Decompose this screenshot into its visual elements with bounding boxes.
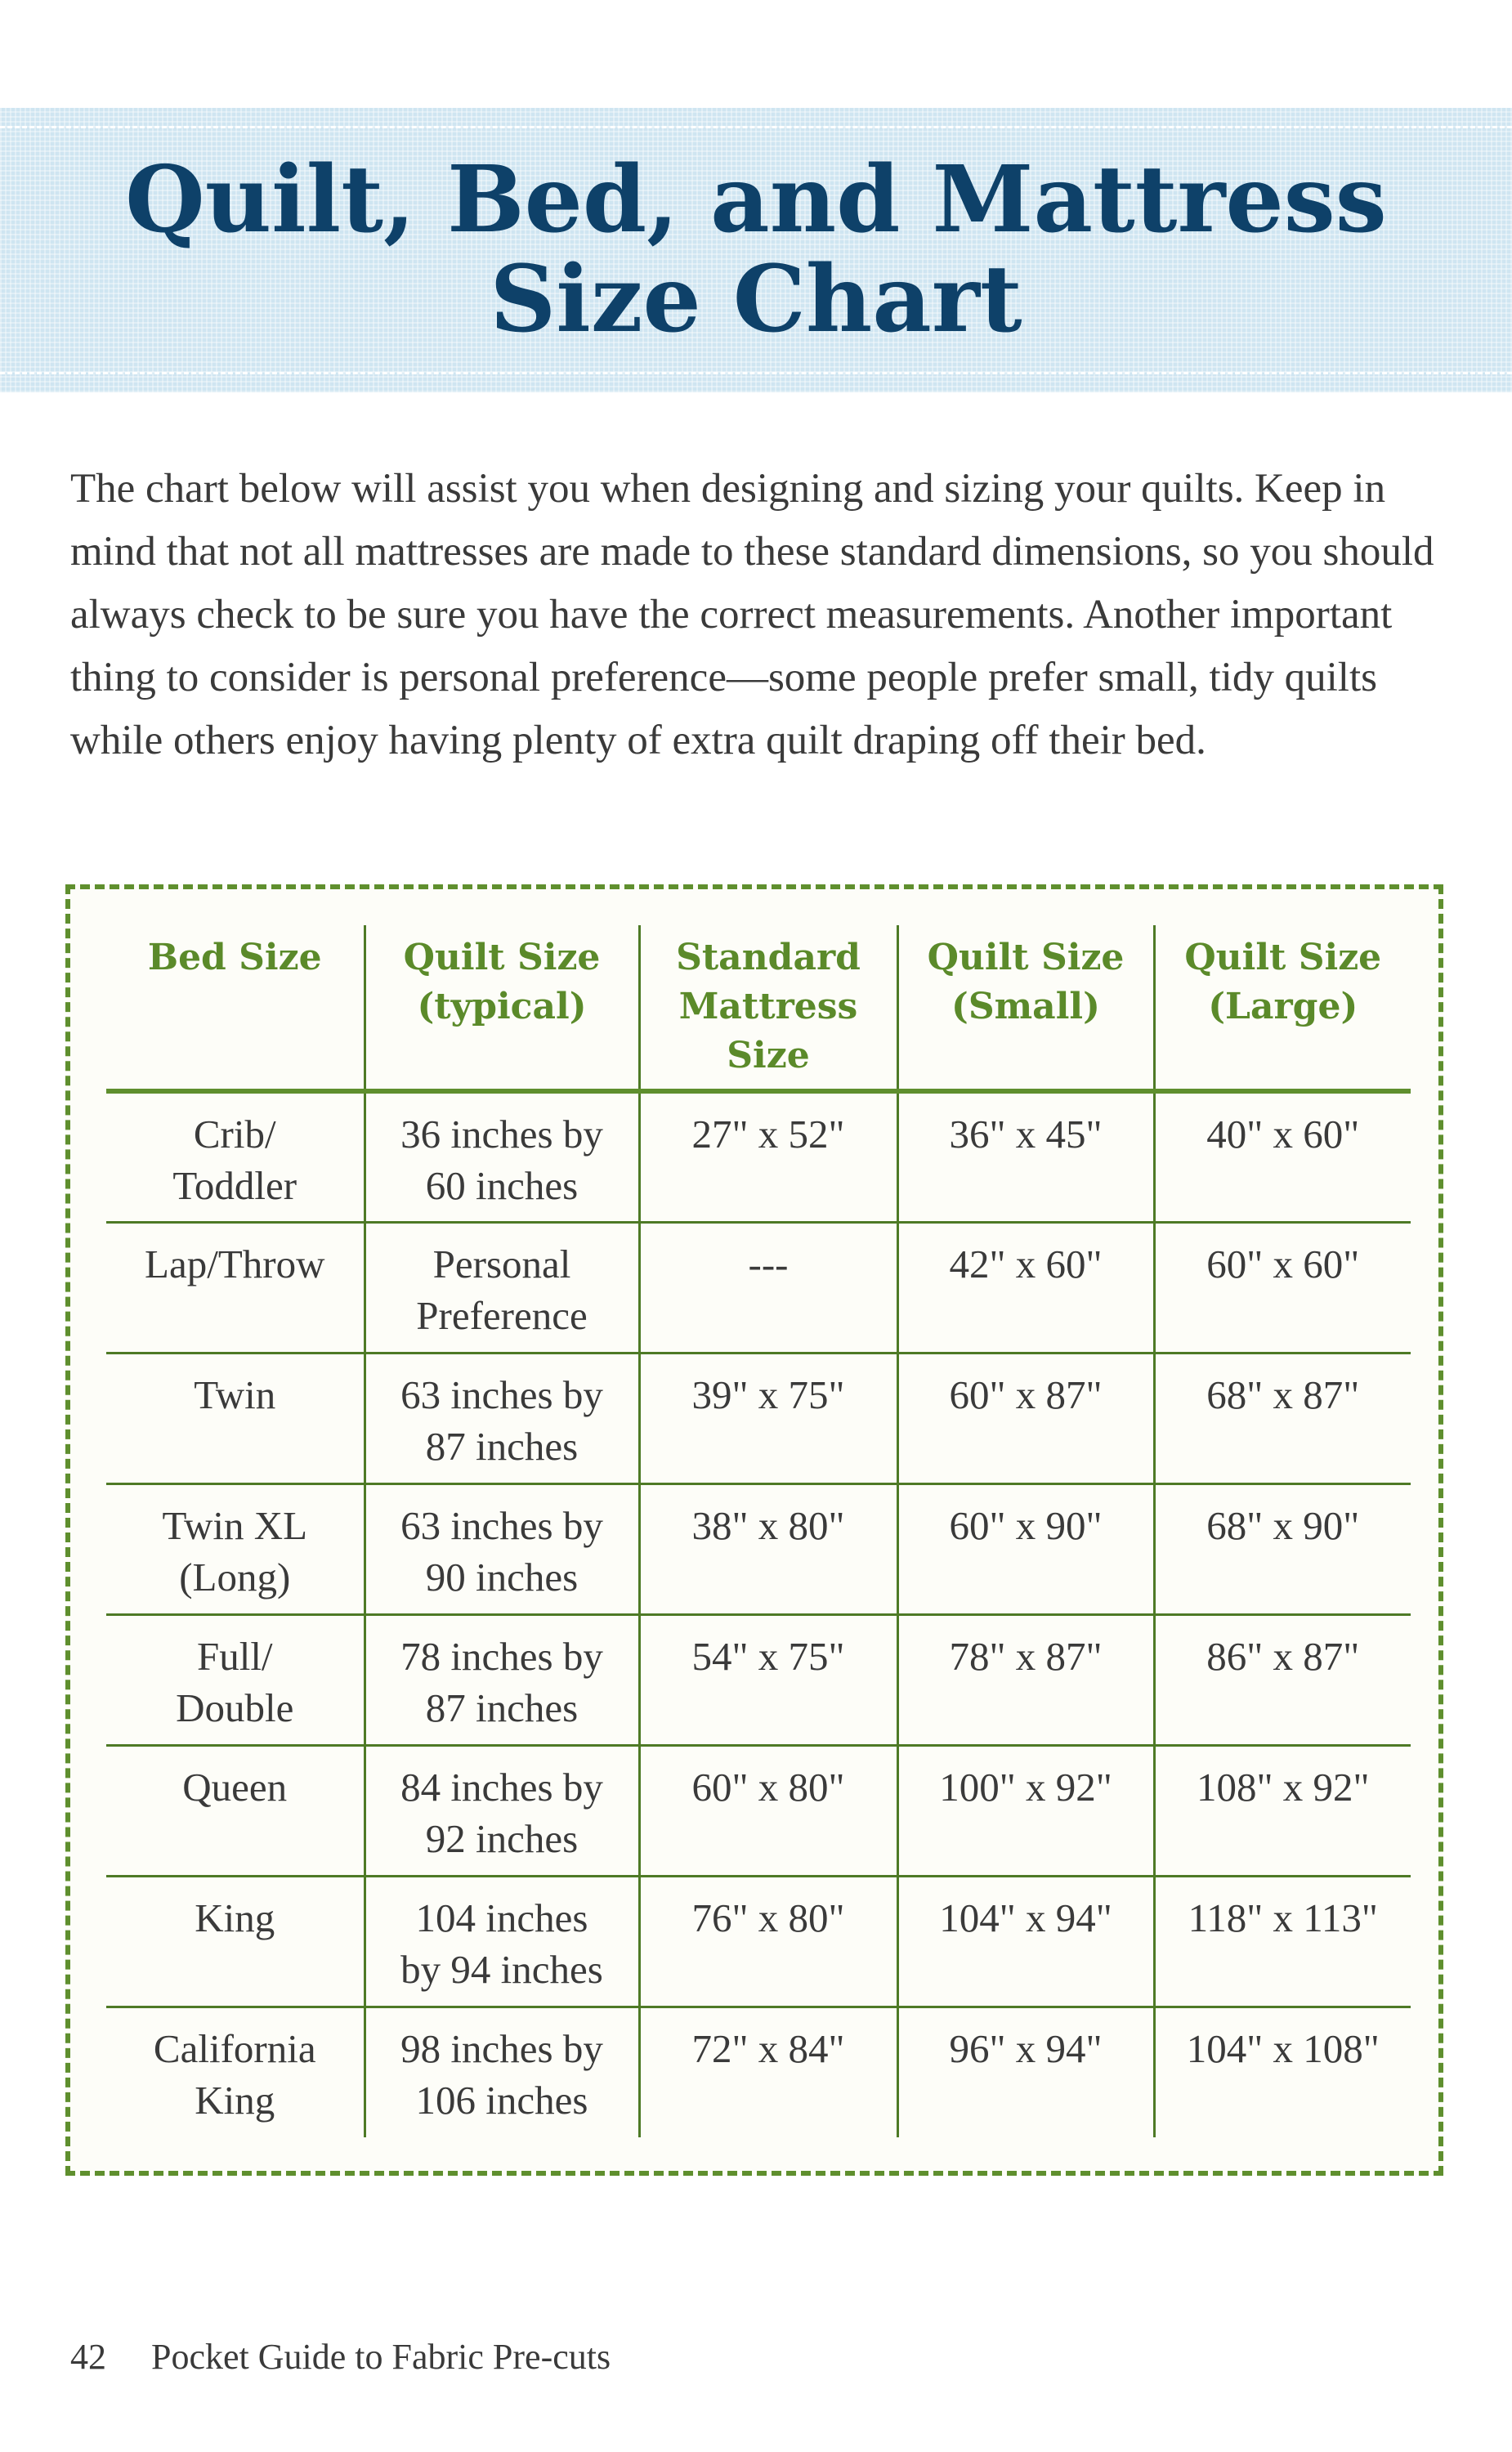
size-chart-frame <box>65 884 1443 2176</box>
quilt-size-typical-cell: 63 inches by 90 inches <box>365 1483 639 1614</box>
bed-size-cell: Full/ Double <box>106 1614 365 1745</box>
page-title <box>0 146 1512 353</box>
table-row <box>106 1483 1411 1614</box>
bed-size-cell: Queen <box>106 1745 365 1876</box>
quilt-size-large-cell: 108" x 92" <box>1154 1745 1411 1876</box>
quilt-size-large-cell: 60" x 60" <box>1154 1222 1411 1353</box>
table-row <box>106 2007 1411 2137</box>
banner-stitch-top <box>0 126 1512 128</box>
column-header-quilt-size-large: Quilt Size (Large) <box>1154 925 1411 1091</box>
size-chart-table <box>106 925 1411 2137</box>
column-header-standard-mattress-size: Standard Mattress Size <box>639 925 897 1091</box>
quilt-size-typical-cell: 98 inches by 106 inches <box>365 2007 639 2137</box>
column-header-quilt-size-small: Quilt Size (Small) <box>897 925 1154 1091</box>
quilt-size-small-cell: 78" x 87" <box>897 1614 1154 1745</box>
quilt-size-typical-cell: 63 inches by 87 inches <box>365 1353 639 1483</box>
column-header-quilt-size-typical: Quilt Size (typical) <box>365 925 639 1091</box>
quilt-size-large-cell: 68" x 90" <box>1154 1483 1411 1614</box>
bed-size-cell: King <box>106 1876 365 2007</box>
banner-stitch-bottom <box>0 372 1512 374</box>
mattress-size-cell: --- <box>639 1222 897 1353</box>
table-row <box>106 1876 1411 2007</box>
table-header-row <box>106 925 1411 1091</box>
mattress-size-cell: 54" x 75" <box>639 1614 897 1745</box>
mattress-size-cell: 60" x 80" <box>639 1745 897 1876</box>
quilt-size-large-cell: 40" x 60" <box>1154 1091 1411 1222</box>
quilt-size-small-cell: 96" x 94" <box>897 2007 1154 2137</box>
bed-size-cell: California King <box>153 2025 316 2123</box>
quilt-size-small-cell: 60" x 90" <box>897 1483 1154 1614</box>
quilt-size-small-cell: 36" x 45" <box>897 1091 1154 1222</box>
quilt-size-small-cell: 42" x 60" <box>897 1222 1154 1353</box>
quilt-size-large-cell: 68" x 87" <box>1154 1353 1411 1483</box>
mattress-size-cell: 72" x 84" <box>639 2007 897 2137</box>
quilt-size-large-cell: 86" x 87" <box>1154 1614 1411 1745</box>
quilt-size-small-cell: 100" x 92" <box>897 1745 1154 1876</box>
table-row <box>106 1745 1411 1876</box>
quilt-size-small-cell: 104" x 94" <box>897 1876 1154 2007</box>
table-row <box>106 1614 1411 1745</box>
mattress-size-cell: 38" x 80" <box>639 1483 897 1614</box>
page-title-line-2: Size Chart <box>490 246 1022 353</box>
quilt-size-small-cell: 60" x 87" <box>897 1353 1154 1483</box>
quilt-size-typical-cell: 78 inches by 87 inches <box>365 1614 639 1745</box>
bed-size-cell: Twin <box>106 1353 365 1483</box>
page-number: 42 <box>70 2337 106 2377</box>
bed-size-cell: Lap/Throw <box>106 1222 365 1353</box>
quilt-size-typical-cell: Personal Preference <box>365 1222 639 1353</box>
column-header-bed-size: Bed Size <box>106 925 365 1091</box>
table-row <box>106 1353 1411 1483</box>
page-title-line-1: Quilt, Bed, and Mattress <box>125 146 1387 253</box>
mattress-size-cell: 76" x 80" <box>639 1876 897 2007</box>
intro-paragraph: The chart below will assist you when designing and sizing your quilts. Keep in mind that not all mattresses are made to these standard dimensions, so you should always check to be sure you have the correct measurements. Another important thing to consider is personal preference—some people prefer small, tidy quilts while others enjoy having plenty of extra quilt draping off their bed. <box>70 466 1434 763</box>
book-title: Pocket Guide to Fabric Pre-cuts <box>151 2337 611 2377</box>
quilt-size-typical-cell: 36 inches by 60 inches <box>365 1091 639 1222</box>
mattress-size-cell: 39" x 75" <box>639 1353 897 1483</box>
quilt-size-typical-cell: 84 inches by 92 inches <box>365 1745 639 1876</box>
table-row <box>106 1091 1411 1222</box>
quilt-size-large-cell: 104" x 108" <box>1154 2007 1411 2137</box>
quilt-size-large-cell: 118" x 113" <box>1154 1876 1411 2007</box>
table-row <box>106 1222 1411 1353</box>
title-banner <box>0 108 1512 392</box>
bed-size-cell: Twin XL (Long) <box>106 1483 365 1614</box>
quilt-size-typical-cell: 104 inches by 94 inches <box>365 1876 639 2007</box>
page-footer <box>70 2336 611 2378</box>
mattress-size-cell: 27" x 52" <box>639 1091 897 1222</box>
bed-size-cell: Crib/ Toddler <box>106 1091 365 1222</box>
